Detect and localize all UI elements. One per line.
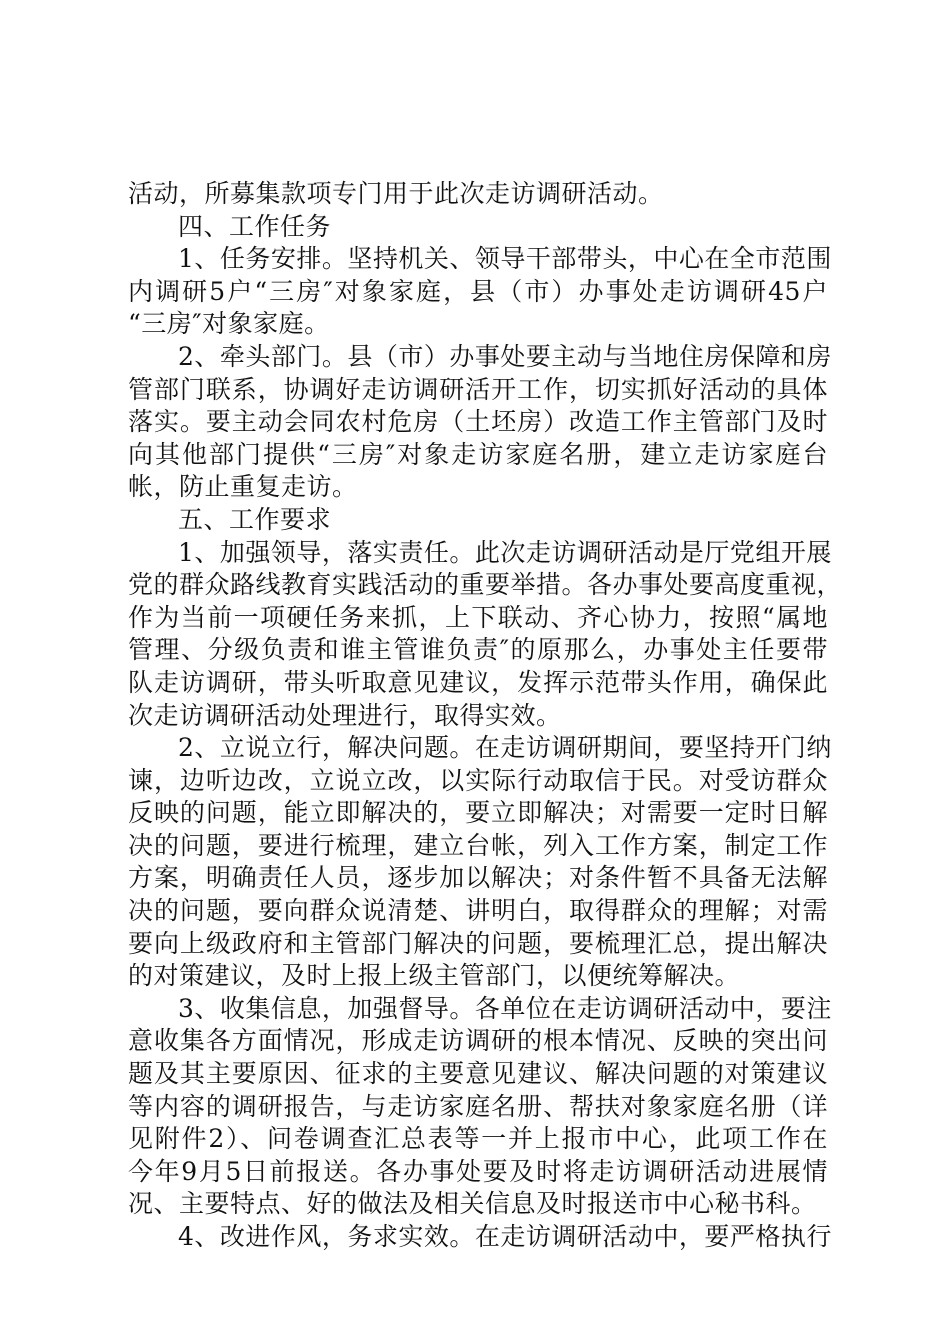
paragraph-line: 帐，防止重复走访。 <box>128 472 358 502</box>
paragraph-line: 内调研5户“三房″对象家庭，县（市）办事处走访调研45户 <box>128 276 828 306</box>
paragraph-line: 今年9月5日前报送。各办事处要及时将走访调研活动进展情 <box>128 1156 828 1186</box>
paragraph-line: “三房″对象家庭。 <box>128 309 330 339</box>
paragraph-first-line: 4、改进作风，务求实效。在走访调研活动中，要严格执行 <box>178 1222 832 1251</box>
paragraph-line: 意收集各方面情况，形成走访调研的根本情况、反映的突出问 <box>128 1026 828 1056</box>
document-body <box>128 178 843 1254</box>
paragraph-line: 要向上级政府和主管部门解决的问题，要梳理汇总，提出解决 <box>128 928 828 958</box>
paragraph-line: 况、主要特点、好的做法及相关信息及时报送市中心秘书科。 <box>128 1189 817 1219</box>
paragraph-line: 向其他部门提供“三房″对象走访家庭名册，建立走访家庭台 <box>128 439 828 469</box>
section-heading: 五、工作要求 <box>178 504 332 534</box>
paragraph-line: 管理、分级负责和谁主管谁负责″的原那么，办事处主任要带 <box>128 635 828 665</box>
paragraph-first-line: 2、牵头部门。县（市）办事处要主动与当地住房保障和房 <box>178 341 832 371</box>
paragraph-line: 落实。要主动会同农村危房（土坯房）改造工作主管部门及时 <box>128 407 828 437</box>
paragraph-line: 的对策建议，及时上报上级主管部门，以便统筹解决。 <box>128 961 741 991</box>
paragraph-line: 题及其主要原因、征求的主要意见建议、解决问题的对策建议 <box>128 1059 828 1089</box>
paragraph-line: 反映的问题，能立即解决的，要立即解决；对需要一定时日解 <box>128 798 828 828</box>
section-heading: 四、工作任务 <box>178 211 332 241</box>
paragraph-line: 谏，边听边改，立说立改，以实际行动取信于民。对受访群众 <box>128 765 828 795</box>
paragraph-line: 次走访调研活动处理进行，取得实效。 <box>128 700 562 730</box>
paragraph-first-line: 3、收集信息，加强督导。各单位在走访调研活动中，要注 <box>178 993 832 1023</box>
paragraph-line: 决的问题，要向群众说清楚、讲明白，取得群众的理解；对需 <box>128 896 828 926</box>
paragraph-line: 作为当前一项硬任务来抓，上下联动、齐心协力，按照“属地 <box>128 602 828 632</box>
paragraph-line: 方案，明确责任人员，逐步加以解决；对条件暂不具备无法解 <box>128 863 828 893</box>
paragraph-line: 活动，所募集款项专门用于此次走访调研活动。 <box>128 179 664 208</box>
paragraph-line: 党的群众路线教育实践活动的重要举措。各办事处要高度重视， <box>128 570 843 600</box>
paragraph-line: 管部门联系，协调好走访调研活开工作，切实抓好活动的具体 <box>128 374 828 404</box>
paragraph-line: 队走访调研，带头听取意见建议，发挥示范带头作用，确保此 <box>128 667 828 697</box>
paragraph-first-line: 1、加强领导，落实责任。此次走访调研活动是厅党组开展 <box>178 537 832 567</box>
paragraph-first-line: 2、立说立行，解决问题。在走访调研期间，要坚持开门纳 <box>178 733 832 763</box>
paragraph-line: 等内容的调研报告，与走访家庭名册、帮扶对象家庭名册（详 <box>128 1091 828 1121</box>
paragraph-line: 决的问题，要进行梳理，建立台帐，列入工作方案，制定工作 <box>128 830 828 860</box>
paragraph-line: 见附件2）、问卷调查汇总表等一并上报市中心，此项工作在 <box>128 1124 828 1154</box>
paragraph-first-line: 1、任务安排。坚持机关、领导干部带头，中心在全市范围 <box>178 244 832 274</box>
